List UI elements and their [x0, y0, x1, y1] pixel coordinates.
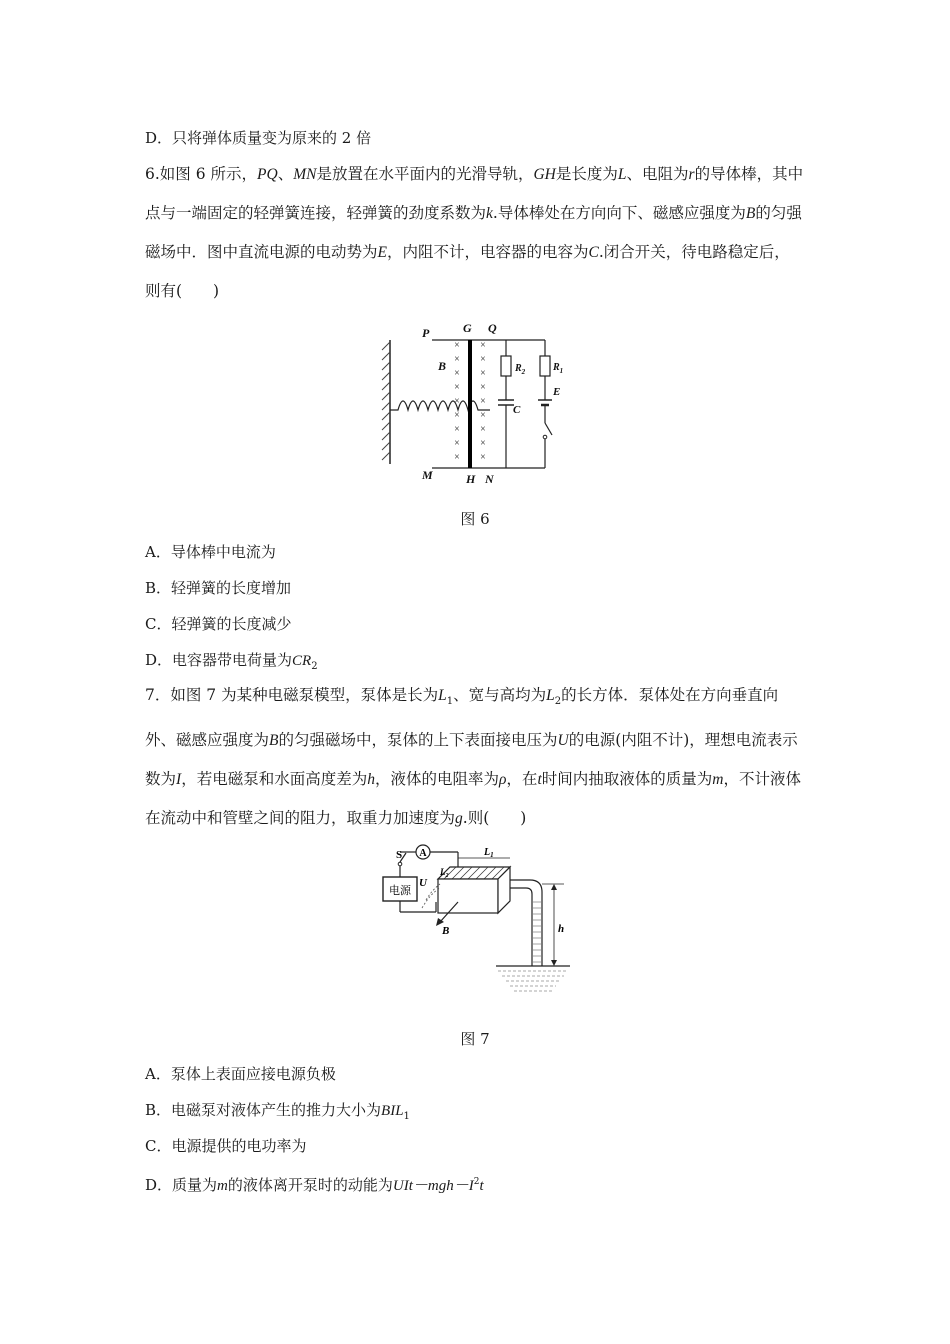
label-L1: $L_1$ — [484, 847, 494, 859]
label-R1: $R_1$ — [553, 362, 564, 375]
q7-stem: 7．如图 7 为某种电磁泵模型，泵体是长为$L_1$、宽与高均为$L_2$的长方体．泵体处在方向垂直向外、磁感应强度为B的匀强磁场中，泵体的上下表面接电压为U的电源(内阻不计)，理想电流表示数为I，若电磁泵和水面高度差为h，液体的电阻率为ρ，在t时间内抽取液体的质量为m，不计液体在流动中和管壁之间的阻力，取重力加速度为g.则( ) — [145, 686, 801, 828]
label-G: G — [463, 321, 472, 335]
label-P: P — [422, 326, 430, 340]
figure-6-circuit-diagram — [370, 318, 590, 490]
q6-option-c: C．轻弹簧的长度减少 — [145, 615, 292, 633]
svg-text:×: × — [480, 340, 486, 351]
label-B: B — [438, 359, 447, 373]
svg-text:×: × — [454, 368, 460, 379]
figure-7-pump-diagram — [378, 842, 578, 1002]
figure-7-caption: 图 7 — [460, 1030, 490, 1048]
q7-option-d: D．质量为m的液体离开泵时的动能为$UIt-mgh-I^2t$ — [145, 1176, 484, 1194]
label-C: C — [513, 404, 521, 416]
label-M: M — [422, 468, 433, 482]
svg-text:×: × — [480, 424, 486, 435]
svg-text:×: × — [480, 382, 486, 393]
label-L2: $L_2$ — [440, 867, 449, 879]
label-U: U — [419, 877, 427, 889]
label-ammeter: A — [419, 848, 427, 859]
q6-stem: 6.如图 6 所示，PQ、MN是放置在水平面内的光滑导轨，GH是长度为L、电阻为r的导体棒，其中点与一端固定的轻弹簧连接，轻弹簧的劲度系数为k.导体棒处在方向向下、磁感应强度为B的匀强磁场中．图中直流电源的电动势为E，内阻不计，电容器的电容为C.闭合开关，待电路稳定后，则有( ) — [145, 165, 804, 300]
svg-text:×: × — [454, 452, 460, 463]
svg-text:×: × — [480, 452, 486, 463]
label-H: H — [466, 472, 476, 486]
q7-option-b: B．电磁泵对液体产生的推力大小为$BIL_1$ — [145, 1101, 410, 1122]
q6-option-d: D．电容器带电荷量为$CR_2$ — [145, 651, 318, 672]
svg-text:×: × — [480, 410, 486, 421]
label-R2: $R_2$ — [515, 363, 526, 376]
svg-text:×: × — [454, 382, 460, 393]
label-E: E — [553, 386, 561, 398]
svg-text:×: × — [454, 396, 460, 407]
q5-option-d: D．只将弹体质量变为原来的 2 倍 — [145, 129, 372, 147]
svg-text:×: × — [480, 368, 486, 379]
q7-option-c: C．电源提供的电功率为 — [145, 1137, 307, 1155]
q7-option-a: A．泵体上表面应接电源负极 — [145, 1065, 336, 1083]
svg-text:×: × — [454, 438, 460, 449]
label-S: S — [396, 849, 403, 861]
label-B: B — [442, 925, 450, 937]
label-Q: Q — [488, 321, 497, 335]
svg-text:×: × — [454, 340, 460, 351]
label-h: h — [558, 923, 565, 935]
spring-icon — [390, 401, 490, 410]
svg-text:×: × — [480, 396, 486, 407]
svg-text:×: × — [480, 438, 486, 449]
q6-option-a: A．导体棒中电流为 — [145, 543, 276, 561]
svg-text:×: × — [454, 410, 460, 421]
label-power: 电源 — [389, 885, 411, 897]
label-N: N — [485, 472, 494, 486]
figure-6-caption: 图 6 — [460, 510, 490, 528]
svg-text:×: × — [454, 354, 460, 365]
svg-text:×: × — [480, 354, 486, 365]
q6-option-b: B．轻弹簧的长度增加 — [145, 579, 292, 597]
svg-text:×: × — [454, 424, 460, 435]
